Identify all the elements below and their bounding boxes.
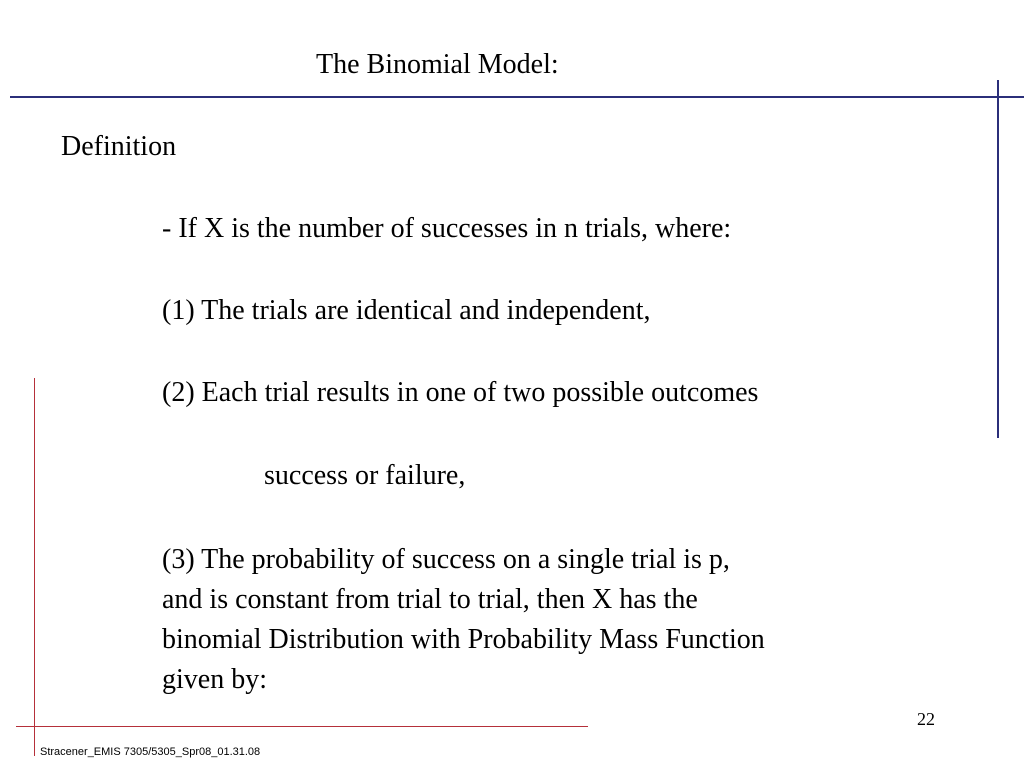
slide-title: The Binomial Model: [316,49,559,80]
body-line: binomial Distribution with Probability Mass Function [162,624,765,655]
section-heading: Definition [61,131,177,162]
body-line: (2) Each trial results in one of two possible outcomes [162,377,759,408]
page-number: 22 [917,709,935,729]
footer-text: Stracener_EMIS 7305/5305_Spr08_01.31.08 [40,746,261,758]
bottom-horizontal-rule [16,726,588,727]
body-line: success or failure, [264,460,466,491]
right-vertical-rule [997,80,999,438]
top-horizontal-rule [10,96,1024,98]
body-line: - If X is the number of successes in n trials, where: [162,213,732,244]
body-line: and is constant from trial to trial, then X has the [162,584,698,615]
body-line: (1) The trials are identical and independent, [162,295,651,326]
body-line: (3) The probability of success on a single trial is p, [162,544,730,575]
left-vertical-rule [34,378,35,756]
body-line: given by: [162,664,267,695]
